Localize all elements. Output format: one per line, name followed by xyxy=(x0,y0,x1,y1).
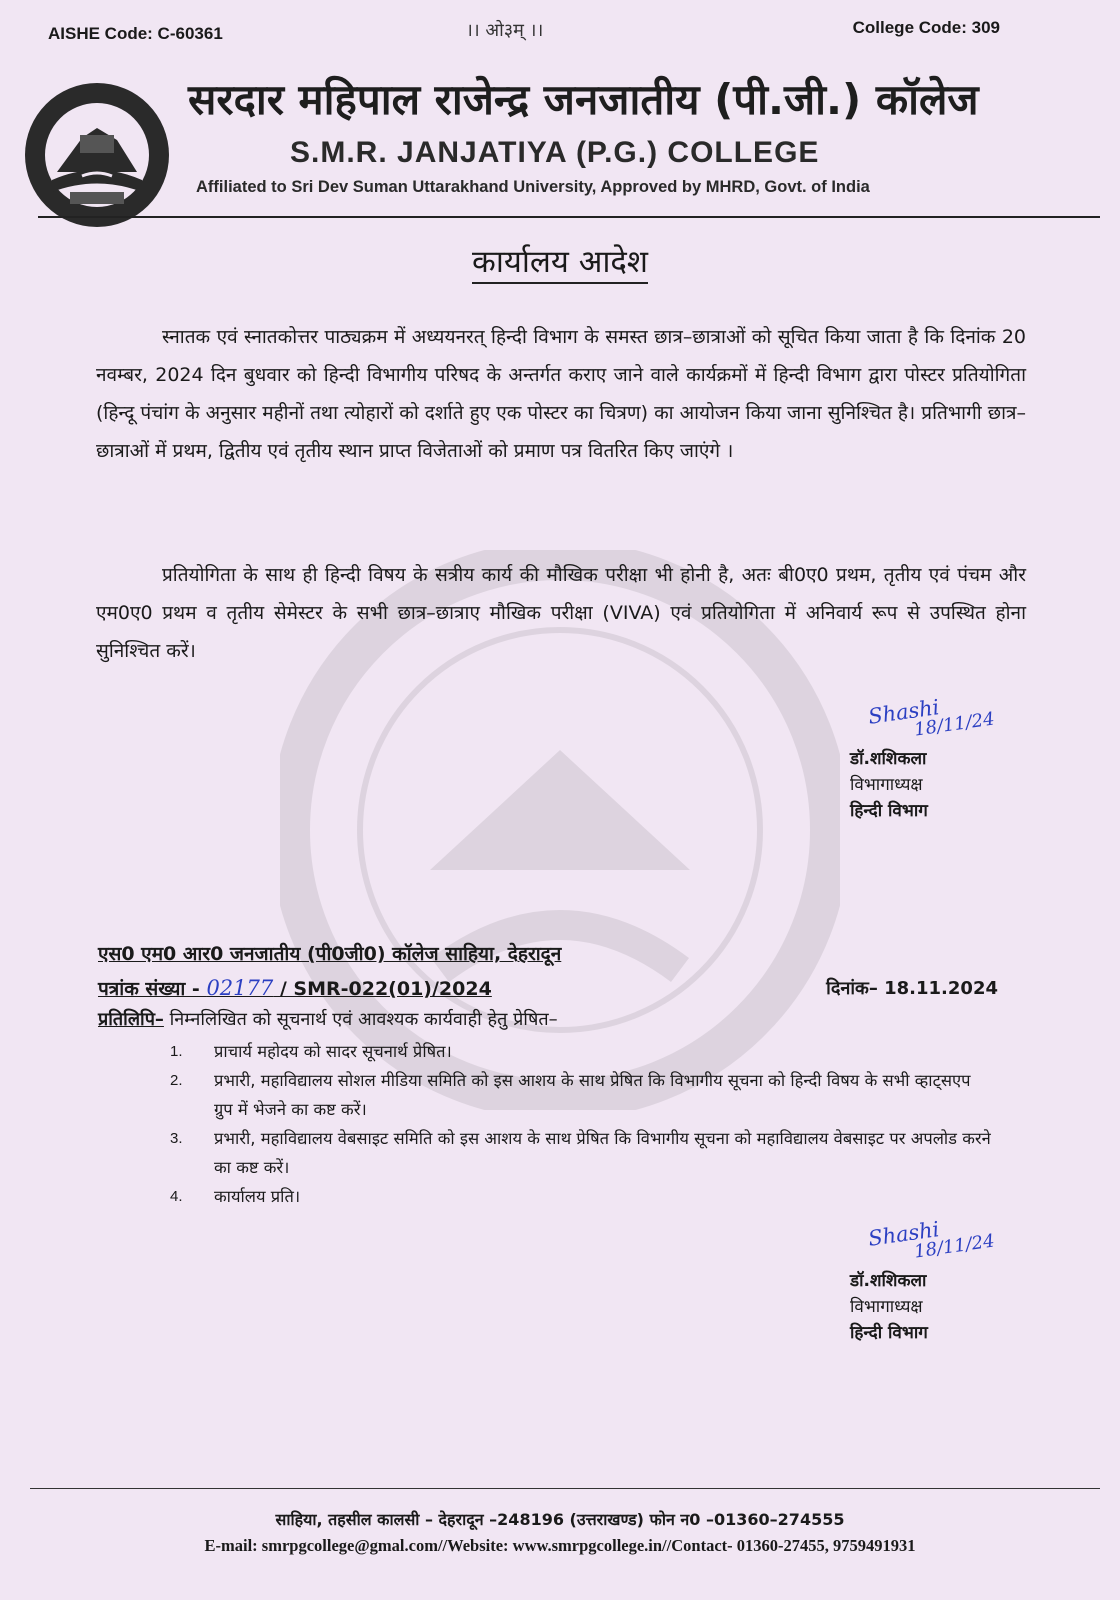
list-item-number: 3. xyxy=(170,1130,183,1147)
college-title-hindi: सरदार महिपाल राजेन्द्र जनजातीय (पी.जी.) कॉलेज xyxy=(188,75,979,124)
dispatch-college-line: एस0 एम0 आर0 जनजातीय (पी0जी0) कॉलेज साहिया, देहरादून xyxy=(98,943,562,965)
signatory-name: डॉ.शशिकला xyxy=(850,1271,927,1291)
recipient-list xyxy=(98,1037,1028,1211)
list-item-number: 4. xyxy=(170,1188,183,1205)
signature-block-2 xyxy=(850,1217,1020,1346)
dispatch-date: दिनांक– 18.11.2024 xyxy=(826,978,998,999)
reference-suffix: / SMR-022(01)/2024 xyxy=(273,978,492,1000)
signature-name-script: Shashi xyxy=(866,1217,941,1251)
reference-label: पत्रांक संख्या - xyxy=(98,978,207,1000)
signature-name-script: Shashi xyxy=(866,695,941,729)
college-title-english: S.M.R. JANJATIYA (P.G.) COLLEGE xyxy=(290,136,820,169)
signatory-designation: विभागाध्यक्ष xyxy=(850,775,923,795)
reference-handwritten-number: 02177 xyxy=(206,976,274,1000)
dispatch-section xyxy=(98,936,1028,1211)
list-item xyxy=(98,1124,994,1182)
signatory-department: हिन्दी विभाग xyxy=(850,1323,928,1343)
signature-date-script: 18/11/24 xyxy=(912,708,996,741)
signatory-designation: विभागाध्यक्ष xyxy=(850,1297,923,1317)
college-logo-icon xyxy=(22,80,172,230)
copy-to-line xyxy=(98,1005,1028,1035)
copy-to-label: प्रतिलिपि– xyxy=(98,1009,164,1030)
list-item-text: प्रभारी, महाविद्यालय वेबसाइट समिति को इस आशय के साथ प्रेषित कि विभागीय सूचना को महाविद्यालय वेबसाइट पर अपलोड करने का कष्ट करें। xyxy=(214,1129,991,1177)
body-paragraph-1: स्नातक एवं स्नातकोत्तर पाठ्यक्रम में अध्ययनरत् हिन्दी विभाग के समस्त छात्र–छात्राओं को सूचित किया जाता है कि दिनांक 20 नवम्बर, 2024 दिन बुधवार को हिन्दी विभागीय परिषद के अन्तर्गत कराए जाने वाले कार्यक्रमों में हिन्दी विभाग द्वारा पोस्टर प्रतियोगिता (हिन्दू पंचांग के अनुसार महीनों तथा त्योहारों को दर्शाते हुए एक पोस्टर का चित्रण) का आयोजन किया जाना सुनिश्चित है। प्रतिभागी छात्र–छात्राओं में प्रथम, द्वितीय एवं तृतीय स्थान प्राप्त विजेताओं को प्रमाण पत्र वितरित किए जाएंगे । xyxy=(96,326,1026,462)
top-row xyxy=(48,18,1000,48)
footer-address: साहिया, तहसील कालसी – देहरादून –248196 (उत्तराखण्ड) फोन न0 –01360–274555 xyxy=(275,1510,845,1529)
handwritten-signature xyxy=(850,1217,1020,1268)
list-item xyxy=(98,1182,994,1211)
affiliation-line: Affiliated to Sri Dev Suman Uttarakhand University, Approved by MHRD, Govt. of India xyxy=(196,178,870,196)
copy-to-text: निम्नलिखित को सूचनार्थ एवं आवश्यक कार्यवाही हेतु प्रेषित– xyxy=(163,1009,558,1030)
header-divider xyxy=(38,216,1100,218)
aishe-code: AISHE Code: C-60361 xyxy=(48,24,223,43)
list-item-text: कार्यालय प्रति। xyxy=(214,1187,301,1206)
signatory-name: डॉ.शशिकला xyxy=(850,749,927,769)
list-item-number: 2. xyxy=(170,1072,183,1089)
handwritten-signature xyxy=(850,695,1020,746)
order-heading xyxy=(0,240,1120,282)
list-item xyxy=(98,1066,994,1124)
college-code: College Code: 309 xyxy=(852,18,1000,37)
signature-block-1 xyxy=(850,695,1020,824)
list-item-number: 1. xyxy=(170,1043,183,1060)
list-item xyxy=(98,1037,994,1066)
footer-divider xyxy=(30,1488,1100,1489)
signature-date-script: 18/11/24 xyxy=(912,1230,996,1263)
signatory-department: हिन्दी विभाग xyxy=(850,801,928,821)
list-item-text: प्राचार्य महोदय को सादर सूचनार्थ प्रेषित। xyxy=(214,1042,452,1061)
footer-contact: E-mail: smrpgcollege@gmal.com//Website: www.smrpgcollege.in//Contact- 01360-27455, 9759491931 xyxy=(204,1536,916,1555)
invocation: ।। ओ३म् ।। xyxy=(466,20,544,41)
body-paragraph-2: प्रतियोगिता के साथ ही हिन्दी विषय के सत्रीय कार्य की मौखिक परीक्षा भी होनी है, अतः बी0ए0 प्रथम, तृतीय एवं पंचम और एम0ए0 प्रथम व तृतीय सेमेस्टर के सभी छात्र–छात्राए मौखिक परीक्षा (VIVA) एवं प्रतियोगिता में अनिवार्य रूप से उपस्थित होना सुनिश्चित करें। xyxy=(96,564,1026,662)
list-item-text: प्रभारी, महाविद्यालय सोशल मीडिया समिति को इस आशय के साथ प्रेषित कि विभागीय सूचना को हिन्दी विषय के सभी व्हाट्सएप ग्रुप में भेजने का कष्ट करें। xyxy=(214,1071,971,1119)
order-heading-text: कार्यालय आदेश xyxy=(472,244,648,284)
